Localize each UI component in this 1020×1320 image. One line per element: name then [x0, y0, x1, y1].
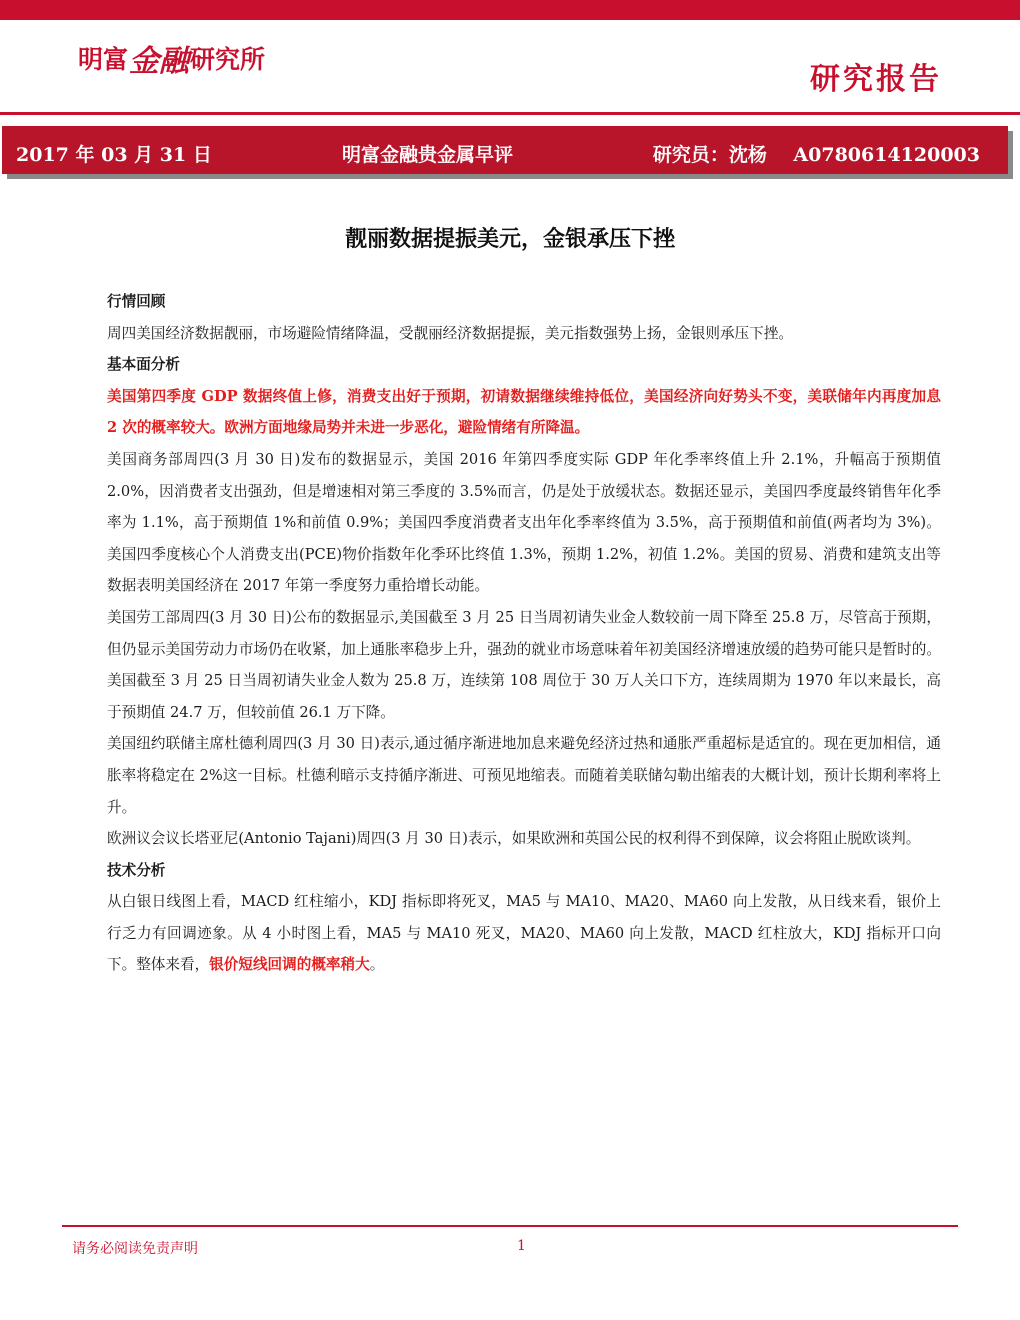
- paragraph-europe: 欧洲议会议长塔亚尼(Antonio Tajani)周四(3 月 30 日)表示，如果欧洲和英国公民的权利得不到保障，议会将阻止脱欧谈判。: [107, 830, 921, 848]
- footer-divider: [62, 1225, 958, 1227]
- section-heading-review: 行情回顾: [107, 293, 166, 310]
- review-paragraph: 周四美国经济数据靓丽，市场避险情绪降温，受靓丽经济数据提振，美元指数强势上扬，金银则承压下挫。: [107, 324, 793, 342]
- report-title: 靓丽数据提振美元，金银承压下挫: [344, 227, 675, 252]
- technical-paragraph: [107, 886, 941, 981]
- section-heading-fundamental: 基本面分析: [107, 356, 180, 374]
- report-column: 明富金融贵金属早评: [342, 144, 514, 166]
- fundamental-highlight: 美国第四季度 GDP 数据终值上修，消费支出好于预期，初请数据继续维持低位，美国经济向好势头不变，美联储年内再度加息 2 次的概率较大。欧洲方面地缘局势并未进一步恶化，避险情绪有所降温。: [107, 387, 941, 437]
- paragraph-gdp: 美国商务部周四(3 月 30 日)发布的数据显示，美国 2016 年第四季度实际 GDP 年化季率终值上升 2.1%，升幅高于预期值 2.0%，因消费者支出强劲，但是增速相对第三季度的 3.5%而言，仍是处于放缓状态。数据还显示，美国四季度最终销售年化季率为 1.1%，高于预期值 1%和前值 0.9%；美国四季度消费者支出年化季率终值为 3.5%，高于预期值和前值(两者均为 3%)。美国四季度核心个人消费支出(PCE)物价指数年化季环比终值 1.3%，预期 1.2%，初值 1.2%。美国的贸易、消费和建筑支出等数据表明美国经济在 2017 年第一季度努力重拾增长动能。: [107, 450, 941, 595]
- page-number: 1: [517, 1238, 526, 1254]
- analyst-info: 研究员：沈杨 A0780614120003: [652, 144, 980, 166]
- technical-conclusion: 银价短线回调的概率稍大: [209, 956, 370, 974]
- logo-text-part1: 明富: [78, 45, 129, 74]
- report-type-label: 研究报告: [810, 62, 942, 97]
- top-color-bar: [0, 0, 1020, 20]
- section-heading-technical: 技术分析: [107, 861, 166, 879]
- disclaimer-link[interactable]: 请务必阅读免责声明: [72, 1241, 198, 1257]
- company-logo: [78, 40, 266, 79]
- paragraph-jobless-claims: 美国劳工部周四(3 月 30 日)公布的数据显示,美国截至 3 月 25 日当周初请失业金人数较前一周下降至 25.8 万，尽管高于预期，但仍显示美国劳动力市场仍在收紧，加上通胀率稳步上升，强劲的就业市场意味着年初美国经济增速放缓的趋势可能只是暂时的。美国截至 3 月 25 日当周初请失业金人数为 25.8 万，连续第 108 周位于 30 万人关口下方，连续周期为 1970 年以来最长，高于预期值 24.7 万，但较前值 26.1 万下降。: [107, 608, 941, 721]
- technical-text: 从白银日线图上看，MACD 红柱缩小，KDJ 指标即将死叉，MA5 与 MA10、MA20、MA60 向上发散，从日线来看，银价上行乏力有回调迹象。从 4 小时图上看，MA5 与 MA10 死叉，MA20、MA60 向上发散，MACD 红柱放大，KDJ 指标开口向下。整体来看，: [107, 893, 941, 974]
- technical-end: 。: [369, 956, 385, 974]
- logo-text-part3: 研究所: [190, 45, 266, 74]
- report-date: 2017 年 03 月 31 日: [16, 144, 212, 166]
- logo-text-script: 金融: [129, 44, 190, 79]
- paragraph-fed-dudley: 美国纽约联储主席杜德利周四(3 月 30 日)表示,通过循序渐进地加息来避免经济过热和通胀严重超标是适宜的。现在更加相信，通胀率将稳定在 2%这一目标。杜德利暗示支持循序渐进、可预见地缩表。而随着美联储勾勒出缩表的大概计划，预计长期利率将上升。: [107, 735, 941, 816]
- info-banner: [2, 126, 1008, 174]
- header-divider: [0, 112, 1020, 115]
- report-body: [107, 286, 941, 981]
